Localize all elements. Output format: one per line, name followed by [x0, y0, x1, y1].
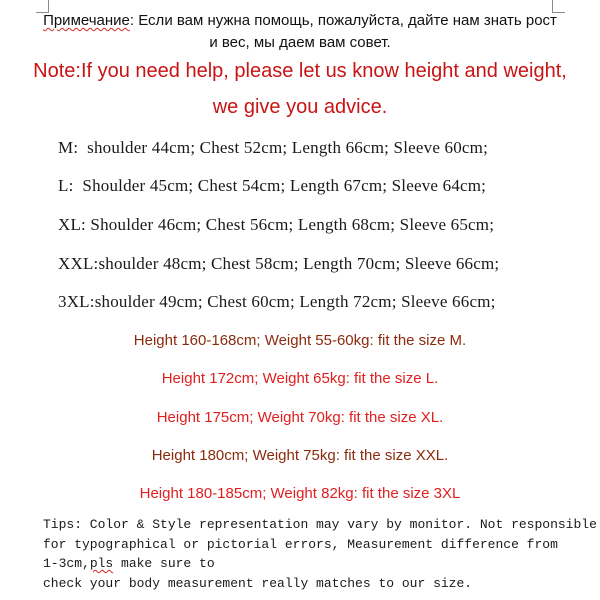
tips-line-3-suffix: make sure to	[113, 556, 215, 571]
fit-recommendation-xl: Height 175cm; Weight 70kg: fit the size XL.	[156, 409, 444, 426]
russian-note-line-1	[0, 12, 600, 29]
size-measurements: shoulder 44cm; Chest 52cm; Length 66cm; Sleeve 60cm;	[78, 138, 489, 157]
size-label: XXL:	[58, 254, 99, 273]
english-note-line-2: we give you advice.	[212, 96, 388, 118]
tips-line-3-word: pls	[89, 556, 114, 571]
size-label: XL:	[58, 215, 86, 234]
english-note-line-1: Note:If you need help, please let us know height and weight,	[33, 60, 567, 82]
tips-line-1: Tips: Color & Style representation may vary by monitor. Not responsible	[43, 517, 597, 532]
russian-note-line-1-text: : Если вам нужна помощь, пожалуйста, дайте нам знать рост	[129, 12, 557, 29]
size-row-xxl	[58, 254, 499, 274]
tips-line-4: check your body measurement really matches to our size.	[43, 575, 473, 591]
size-measurements: Shoulder 46cm; Chest 56cm; Length 68cm; Sleeve 65cm;	[85, 215, 495, 234]
size-measurements: shoulder 49cm; Chest 60cm; Length 72cm; Sleeve 66cm;	[94, 292, 496, 311]
size-row-3xl	[58, 292, 496, 312]
tips-line-3	[43, 554, 559, 574]
tips-line-2: for typographical or pictorial errors, Measurement difference from	[43, 536, 558, 552]
size-label: M:	[58, 138, 79, 157]
size-row-m	[58, 138, 488, 158]
fit-recommendation-l: Height 172cm; Weight 65kg: fit the size L.	[161, 370, 439, 387]
size-label: 3XL:	[58, 292, 95, 311]
fit-recommendation-m: Height 160-168cm; Weight 55-60kg: fit the size M.	[133, 332, 467, 349]
size-label: L:	[58, 176, 74, 195]
russian-note-prefix: Примечание	[43, 12, 130, 29]
size-row-l	[58, 176, 486, 196]
size-measurements: Shoulder 45cm; Chest 54cm; Length 67cm; Sleeve 64cm;	[73, 176, 487, 195]
size-row-xl	[58, 215, 494, 235]
fit-recommendation-3xl: Height 180-185cm; Weight 82kg: fit the size 3XL	[139, 485, 461, 502]
fit-recommendation-xxl: Height 180cm; Weight 75kg: fit the size XXL.	[151, 447, 449, 464]
russian-note-line-2: и вес, мы даем вам совет.	[209, 34, 391, 51]
tips-paragraph	[43, 515, 597, 593]
tips-line-3-prefix: 1-3cm,	[43, 556, 90, 571]
size-measurements: shoulder 48cm; Chest 58cm; Length 70cm; Sleeve 66cm;	[98, 254, 500, 273]
